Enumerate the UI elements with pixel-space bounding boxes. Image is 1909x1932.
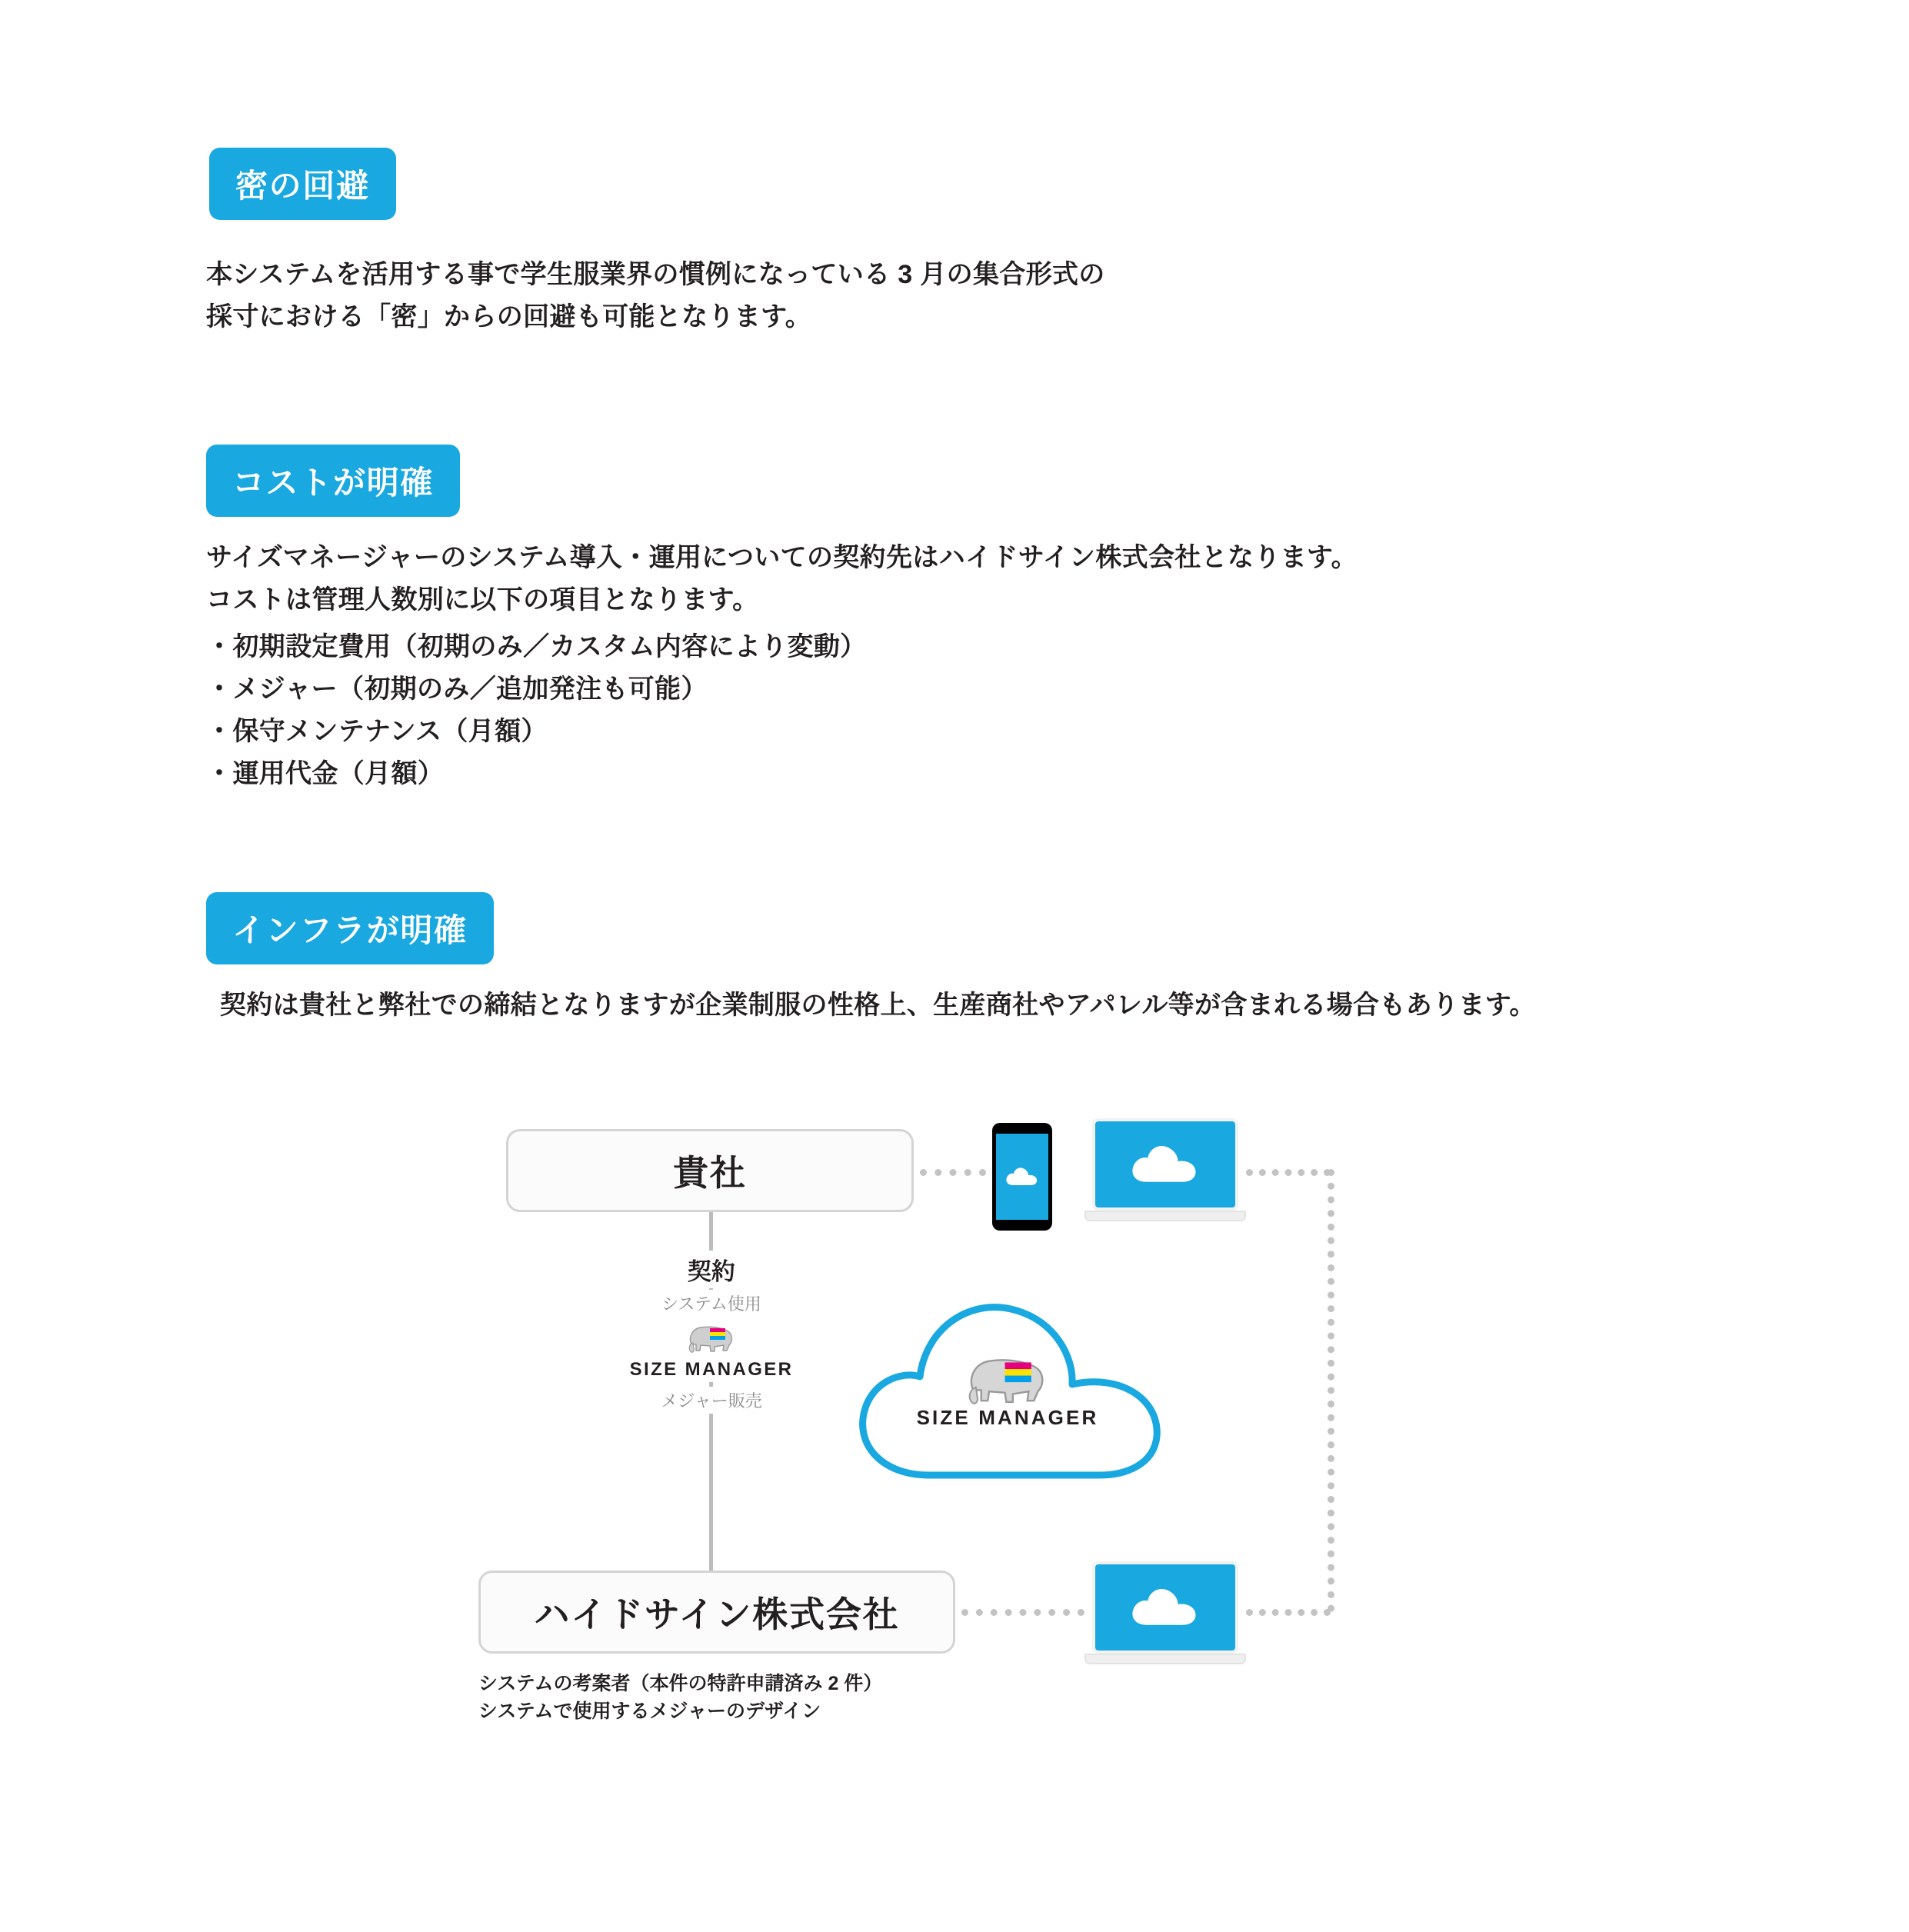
dotted-connector-bottom-laptop-to-cloud (1246, 1609, 1331, 1616)
paragraph-line: 本システムを活用する事で学生服業界の慣例になっている 3 月の集合形式の (206, 260, 1105, 289)
laptop-base (1084, 1654, 1246, 1664)
laptop-screen (1092, 1561, 1238, 1654)
section-badge-density-avoidance: 密の回避 (209, 148, 396, 220)
phone-screen (996, 1134, 1048, 1220)
paragraph-cost-clarity (206, 537, 1358, 795)
dotted-connector-hidesign-to-laptop (961, 1609, 1084, 1616)
size-manager-logo-small (622, 1317, 801, 1382)
contract-sublabel-measure-sales: メジャー販売 (650, 1387, 773, 1414)
paragraph-density-avoidance (206, 254, 1105, 338)
elephant-icon (687, 1321, 736, 1354)
diagram-node-company: 貴社 (506, 1129, 914, 1212)
diagram-footnote (478, 1671, 882, 1725)
cloud-icon (1128, 1584, 1202, 1631)
cloud-service-node (846, 1277, 1169, 1500)
list-item: ・メジャー（初期のみ／追加発注も可能） (206, 675, 708, 705)
footnote-line: システムで使用するメジャーのデザイン (478, 1700, 821, 1722)
dotted-connector-company-to-phone (920, 1169, 986, 1176)
list-item: ・運用代金（月額） (206, 759, 445, 789)
size-manager-wordmark: SIZE MANAGER (629, 1359, 794, 1380)
laptop-base (1084, 1211, 1246, 1221)
size-manager-mascot (846, 1351, 1169, 1410)
elephant-icon (965, 1351, 1050, 1406)
footnote-line: システムの考案者（本件の特許申請済み 2 件） (478, 1673, 883, 1694)
paragraph-line: 契約は貴社と弊社での締結となりますが企業制服の性格上、生産商社やアパレル等が含まれる場合もあります。 (220, 991, 1536, 1020)
paragraph-line: サイズマネージャーのシステム導入・運用についての契約先はハイドサイン株式会社となります。 (206, 543, 1358, 572)
cloud-label: SIZE MANAGER (916, 1406, 1099, 1429)
list-item: ・保守メンテナンス（月額） (206, 717, 548, 747)
smartphone-device (992, 1123, 1052, 1231)
dotted-connector-laptop-to-cloud (1246, 1169, 1331, 1176)
contract-infrastructure-diagram (461, 1100, 1477, 1792)
cost-item-list (206, 626, 1358, 795)
contract-label-group (585, 1251, 838, 1414)
cloud-icon (1004, 1165, 1040, 1188)
paragraph-line: 採寸における「密」からの回避も可能となります。 (206, 302, 812, 332)
cloud-icon (1128, 1141, 1202, 1188)
laptop-device-top (1084, 1118, 1246, 1234)
laptop-screen (1092, 1118, 1238, 1211)
section-badge-infrastructure-clarity: インフラが明確 (206, 892, 494, 964)
contract-label: 契約 (675, 1251, 748, 1288)
list-item: ・初期設定費用（初期のみ／カスタム内容により変動） (206, 632, 867, 662)
section-badge-cost-clarity: コストが明確 (206, 445, 460, 517)
laptop-device-bottom (1084, 1561, 1246, 1677)
diagram-node-hidesign: ハイドサイン株式会社 (478, 1571, 955, 1654)
paragraph-line: コストは管理人数別に以下の項目となります。 (206, 585, 759, 615)
dotted-connector-vertical-right (1328, 1169, 1334, 1612)
contract-sublabel-system-use: システム使用 (651, 1290, 772, 1317)
paragraph-infrastructure-clarity (220, 984, 1536, 1027)
